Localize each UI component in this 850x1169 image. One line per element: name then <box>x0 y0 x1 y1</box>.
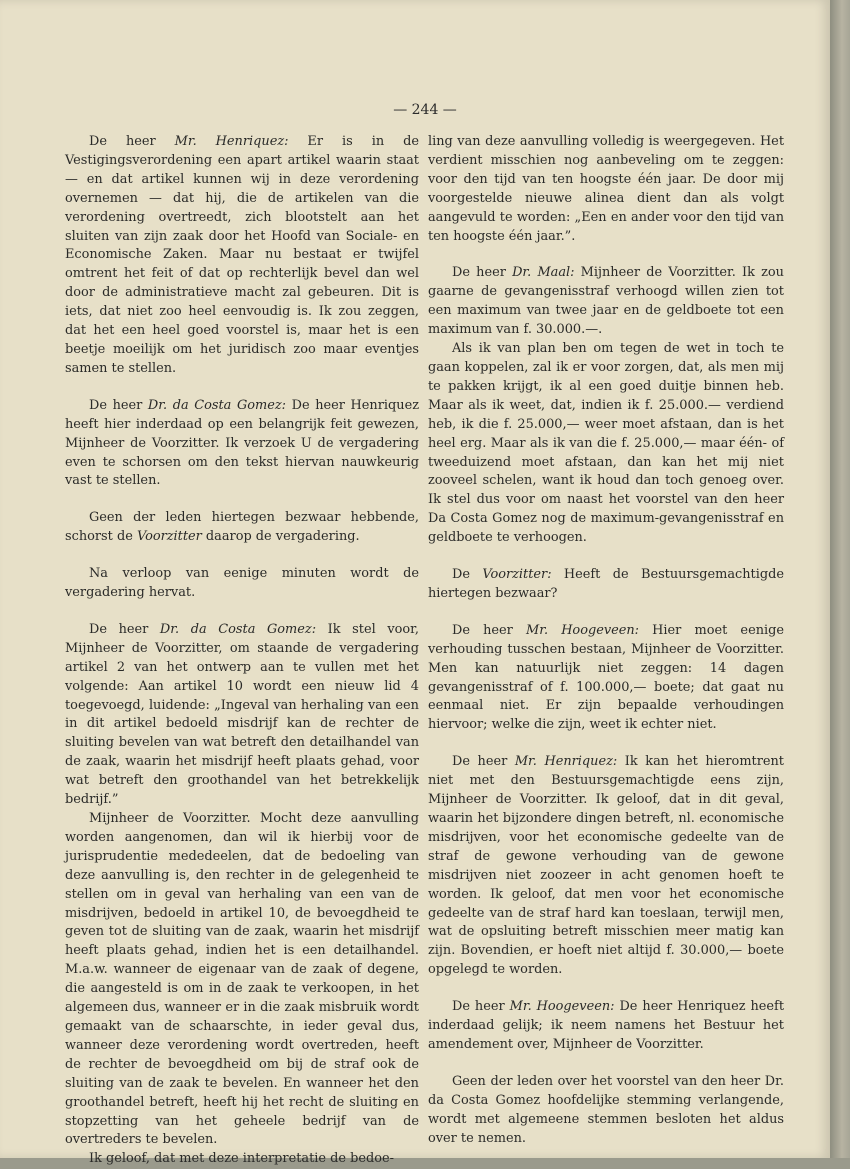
speaker-name: Voorzitter: <box>482 567 552 583</box>
paragraph: Ik geloof, dat met deze interpretatie de bedoe- <box>89 1151 394 1167</box>
paragraph: De heer Mr. Henriquez: Ik kan het hieromtrent niet met den Bestuursgemachtigde eens zijn, Mijnheer de Voorzitter. Ik geloof, dat in dit geval, waarin het bijzondere dingen betreft, nl. economische misdrijven, voor het economische gedeelte van de straf de gewone verhouding van de gewone misdrijven niet zoozeer in acht genomen hoeft te worden. Ik geloof, dat men voor het economische gedeelte van de straf hard kan toeslaan, terwijl men, wat de opsluiting betreft misschien meer matig kan zijn. Bovendien, er hoeft niet altijd f. 30.000,— boete opgelegd te worden. <box>428 754 784 978</box>
paragraph: ling van deze aanvulling volledig is weergegeven. Het verdient misschien nog aanbeveling om te zeggen: voor den tijd van ten hoogste één jaar. De door mij voorgestelde nieuwe alinea dient dan als volgt aangevuld te worden: „Een en ander voor den tijd van ten hoogste één jaar.”. <box>428 134 784 244</box>
speaker-name: Mr. Hoogeveen: <box>509 999 615 1015</box>
paragraph: De Voorzitter: Heeft de Bestuursgemachtigde hiertegen bezwaar? <box>428 567 784 601</box>
right-column <box>428 133 784 1149</box>
speaker-name: Dr. da Costa Gomez: <box>147 397 287 413</box>
page-edge <box>830 0 850 1158</box>
paragraph: Na verloop van eenige minuten wordt de vergadering hervat. <box>65 566 419 601</box>
paragraph: De heer Mr. Hoogeveen: De heer Henriquez heeft inderdaad gelijk; ik neem namens het Bestuur het amendement over, Mijnheer de Voorzitter. <box>428 999 784 1052</box>
paragraph: De heer Mr. Hoogeveen: Hier moet eenige verhouding tusschen bestaan, Mijnheer de Voorzitter. Men kan natuurlijk niet zeggen: 14 dagen gevangenisstraf of f. 100.000,— boete; dat gaat nu eenmaal niet. Er zijn bepaalde verhoudingen hiervoor; welke die zijn, weet ik echter niet. <box>428 622 784 733</box>
speaker-name: Mr. Henriquez: <box>514 754 618 770</box>
page-number: — 244 — <box>393 102 457 118</box>
paragraph: Als ik van plan ben om tegen de wet in toch te gaan koppelen, zal ik er voor zorgen, dat, als men mij te pakken krijgt, ik al een goed duitje binnen heb. Maar als ik weet, dat, indien ik f. 25.000.— verdiend heb, ik die f. 25.000,— weer moet afstaan, dan is het heel erg. Maar als ik van die f. 25.000,— maar één- of tweeduizend moet afstaan, dan kan het mij niet zooveel schelen, want ik houd dan toch genoeg over. Ik stel dus voor om naast het voorstel van den heer Da Costa Gomez nog de maximum-gevangenisstraf en geldboete te verhoogen. <box>428 341 784 546</box>
paragraph: De heer Mr. Henriquez: Er is in de Vestigingsverordening een apart artikel waarin staat — en dat artikel kunnen wij in deze verordening overnemen — dat hij, die de artikelen van die verordening overtreedt, zich blootstelt aan het sluiten van zijn zaak door het Hoofd van Sociale- en Economische Zaken. Maar nu bestaat er twijfel omtrent het feit of dat op rechterlijk bevel dan wel door de administratieve macht zal gebeuren. Dit is iets, dat niet zoo heel eenvoudig is. Ik zou zeggen, dat het een heel goed voorstel is, maar het is een beetje moeilijk om het juridisch zoo maar eventjes samen te stellen. <box>65 134 419 376</box>
paragraph: De heer Dr. da Costa Gomez: Ik stel voor, Mijnheer de Voorzitter, om staande de vergadering artikel 2 van het ontwerp aan te vullen met het volgende: Aan artikel 10 wordt een nieuw lid 4 toegevoegd, luidende: „Ingeval van herhaling van een in dit artikel bedoeld misdrijf kan de rechter de sluiting bevelen van wat betreft den detailhandel van de zaak, waarin het misdrijf heeft plaats gehad, voor wat betreft den groothandel van het betrekkelijk bedrijf.” <box>65 621 419 808</box>
paragraph: Geen der leden hiertegen bezwaar hebbende, schorst de Voorzitter daarop de vergadering. <box>65 510 419 545</box>
speaker-name: Dr. da Costa Gomez: <box>159 621 317 637</box>
speaker-name: Mr. Hoogeveen: <box>526 622 640 638</box>
speaker-name: Dr. Maal: <box>512 265 575 281</box>
left-column <box>65 133 419 1169</box>
paragraph: Geen der leden over het voorstel van den heer Dr. da Costa Gomez hoofdelijke stemming verlangende, wordt met algemeene stemmen besloten het aldus over te nemen. <box>428 1073 784 1146</box>
speaker-name: Voorzitter <box>136 529 202 545</box>
paragraph: De heer Dr. da Costa Gomez: De heer Henriquez heeft hier inderdaad op een belangrijk feit gewezen, Mijnheer de Voorzitter. Ik verzoek U de vergadering even te schorsen om den tekst hiervan nauwkeurig vast te stellen. <box>65 397 419 489</box>
speaker-name: Mr. Henriquez: <box>174 134 289 149</box>
paragraph: De heer Dr. Maal: Mijnheer de Voorzitter. Ik zou gaarne de gevangenisstraf verhoogd willen zien tot een maximum van twee jaar en de geldboete tot een maximum van f. 30.000.—. <box>428 265 784 338</box>
paragraph: Mijnheer de Voorzitter. Mocht deze aanvulling worden aangenomen, dan wil ik hierbij voor de jurisprudentie mededeelen, dat de bedoeling van deze aanvulling is, den rechter in de gelegenheid te stellen om in geval van herhaling van een van de misdrijven, bedoeld in artikel 10, de bevoegdheid te geven tot de sluiting van de zaak, waarin het misdrijf heeft plaats gehad, indien het is een detailhandel. M.a.w. wanneer de eigenaar van de zaak of degene, die aangesteld is om in de zaak te verkoopen, in het algemeen dus, wanneer er in die zaak misbruik wordt gemaakt van de schaarschte, in ieder geval dus, wanneer deze verordening wordt overtreden, heeft de rechter de bevoegdheid om bij de straf ook de sluiting van de zaak te bevelen. En wanneer het den groothandel betreft, heeft hij het recht de sluiting en stopzetting van het geheele bedrijf van de overtreders te bevelen. <box>65 811 419 1148</box>
